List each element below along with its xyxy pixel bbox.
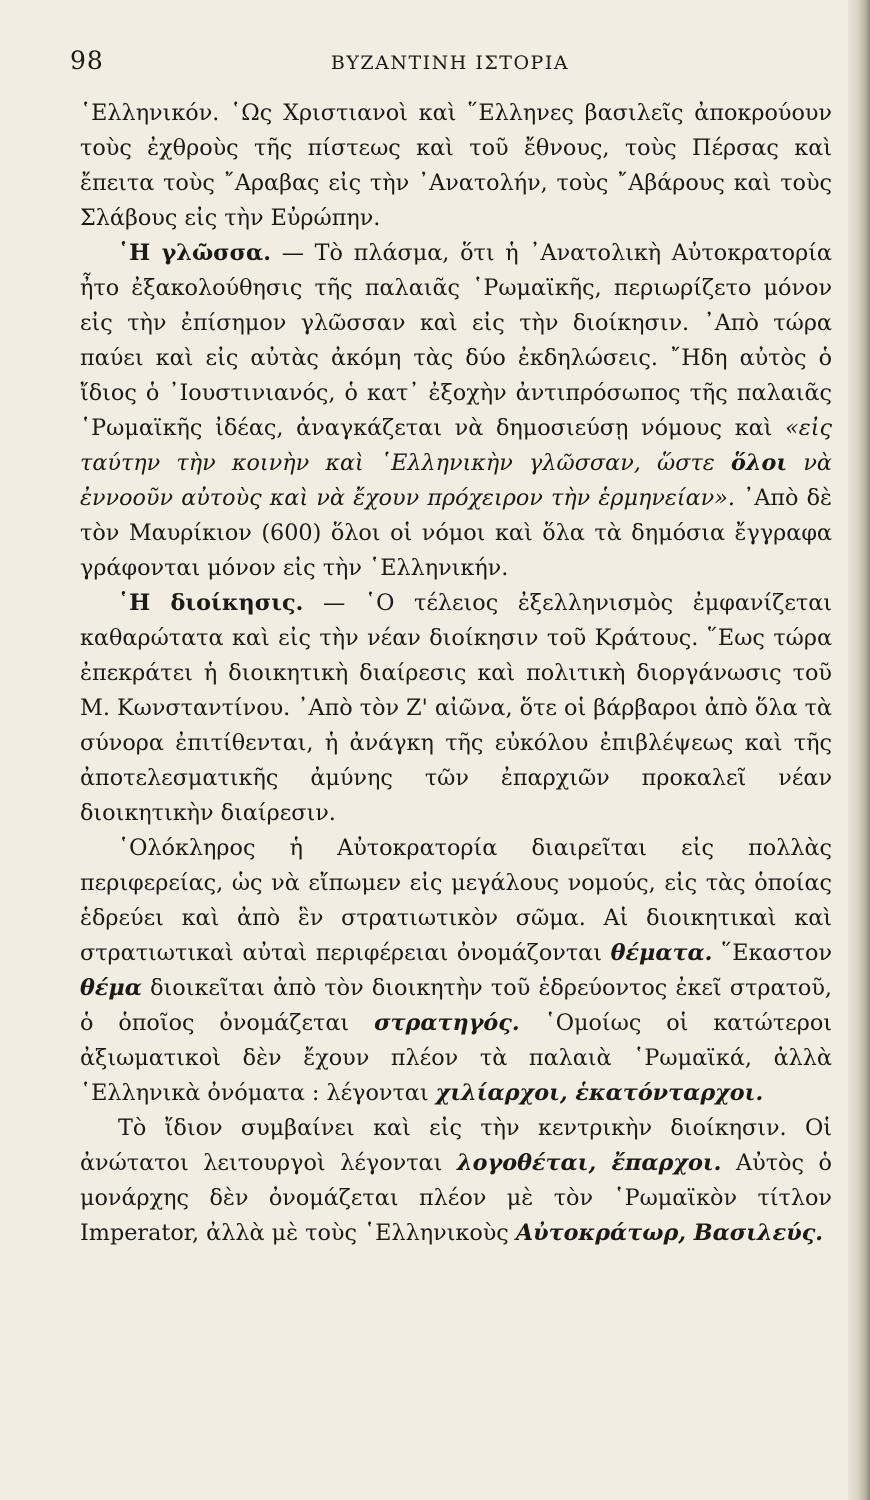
term-thema: θέμα (80, 975, 142, 1001)
term-logothetai: λογοθέται, ἔπαρχοι. (456, 1150, 722, 1176)
paragraph-central-text-1: Τὸ ἴδιον συμβαίνει καὶ εἰς τὴν κεντρικὴν διοίκησιν. Οἱ ἀνώτατοι λειτουργοὶ λέγονται (80, 1115, 832, 1176)
paragraph-themes-text-2: ῞Εκαστον (721, 940, 832, 966)
justinian-quote-part-2: νὰ ἐννοοῦν αὐτοὺς καὶ νὰ ἔχουν πρόχειρον τὴν ἑρμηνείαν». (80, 450, 832, 511)
paragraph-language-text-2: ᾿Απὸ δὲ τὸν Μαυρίκιον (600) ὅλοι οἱ νόμοι καὶ ὅλα τὰ δημόσια ἔγγραφα γράφονται μόνον εἰς τὴν ῾Ελληνικήν. (80, 485, 832, 581)
paragraph-themes-text-4: ῾Ομοίως οἱ κατώτεροι ἀξιωματικοὶ δὲν ἔχουν πλέον τὰ παλαιὰ ῾Ρωμαϊκά, ἀλλὰ ῾Ελληνικὰ ὀνόματα : λέγονται (80, 1010, 832, 1106)
page-number: 98 (70, 46, 104, 75)
term-officers: χιλίαρχοι, ἑκατόνταρχοι. (435, 1080, 764, 1106)
paragraph-themes-text-3: διοικεῖται ἀπὸ τὸν διοικητὴν τοῦ ἑδρεύοντος ἐκεῖ στρατοῦ, ὁ ὁποῖος ὀνομάζεται (80, 975, 832, 1036)
term-autokrator: Αὐτοκράτωρ, Βασιλεύς. (515, 1220, 824, 1246)
section-heading-language: ῾Η γλῶσσα. (118, 240, 271, 266)
paragraph-central-administration (80, 1111, 832, 1251)
section-heading-administration: ῾Η διοίκησις. (118, 590, 304, 616)
page-header (70, 46, 830, 86)
paragraph-themes (80, 831, 832, 1111)
term-themata: θέματα. (610, 940, 713, 966)
paragraph-1-text: ῾Ελληνικόν. ῾Ως Χριστιανοὶ καὶ ῞Ελληνες βασιλεῖς ἀποκρούουν τοὺς ἐχθροὺς τῆς πίστεως καὶ τοῦ ἔθνους, τοὺς Πέρσας καὶ ἔπειτα τοὺς ῎Αραβας εἰς τὴν ᾿Ανατολήν, τοὺς ῎Αβάρους καὶ τοὺς Σλάβους εἰς τὴν Εὐρώπην. (80, 100, 832, 231)
paragraph-administration-text: — ῾Ο τέλειος ἐξελληνισμὸς ἐμφανίζεται καθαρώτατα καὶ εἰς τὴν νέαν διοίκησιν τοῦ Κράτους. ῞Εως τώρα ἐπεκράτει ἡ διοικητικὴ διαίρεσις καὶ πολιτικὴ διοργάνωσις τοῦ Μ. Κωνσταντίνου. ᾿Απὸ τὸν Ζ' αἰῶνα, ὅτε οἱ βάρβαροι ἀπὸ ὅλα τὰ σύνορα ἐπιτίθενται, ἡ ἀνάγκη τῆς εὐκόλου ἐπιβλέψεως καὶ τῆς ἀποτελεσματικῆς ἀμύνης τῶν ἐπαρχιῶν προκαλεῖ νέαν διοικητικὴν διαίρεσιν. (80, 590, 832, 826)
page-edge-shadow (848, 0, 870, 1500)
body-text (80, 96, 832, 1251)
paragraph-language (80, 236, 832, 586)
paragraph-central-text-2: Αὐτὸς ὁ μονάρχης δὲν ὀνομάζεται πλέον μὲ τὸν ῾Ρωμαϊκὸν τίτλον Imperator, ἀλλὰ μὲ τοὺς ῾Ελληνικοὺς (80, 1150, 832, 1246)
justinian-quote-part-1: «εἰς ταύτην τὴν κοινὴν καὶ ῾Ελληνικὴν γλῶσσαν, ὥστε (80, 415, 832, 476)
term-strategos: στρατηγός. (374, 1010, 520, 1036)
paragraph-administration (80, 586, 832, 831)
paragraph-themes-text-1: ῾Ολόκληρος ἡ Αὐτοκρατορία διαιρεῖται εἰς πολλὰς περιφερείας, ὡς νὰ εἴπωμεν εἰς μεγάλους νομούς, εἰς τὰς ὁποίας ἑδρεύει καὶ ἀπὸ ἓν στρατιωτικὸν σῶμα. Αἱ διοικητικαὶ καὶ στρατιωτικαὶ αὐταὶ περιφέρειαι ὀνομάζονται (80, 835, 832, 966)
paragraph-1 (80, 96, 832, 236)
paragraph-language-text: — Τὸ πλάσμα, ὅτι ἡ ᾿Ανατολικὴ Αὐτοκρατορία ἦτο ἐξακολούθησις τῆς παλαιᾶς ῾Ρωμαϊκῆς, περιωρίζετο μόνον εἰς τὴν ἐπίσημον γλῶσσαν καὶ εἰς τὴν διοίκησιν. ᾿Απὸ τώρα παύει καὶ εἰς αὐτὰς ἀκόμη τὰς δύο ἐκδηλώσεις. ῎Ηδη αὐτὸς ὁ ἴδιος ὁ ᾿Ιουστινιανός, ὁ κατ᾿ ἐξοχὴν ἀντιπρόσωπος τῆς παλαιᾶς ῾Ρωμαϊκῆς ἰδέας, ἀναγκάζεται νὰ δημοσιεύσῃ νόμους καὶ (80, 240, 832, 441)
justinian-quote-emphasis: ὅλοι (730, 450, 788, 476)
running-title: ΒΥΖΑΝΤΙΝΗ ΙΣΤΟΡΙΑ (330, 52, 570, 74)
